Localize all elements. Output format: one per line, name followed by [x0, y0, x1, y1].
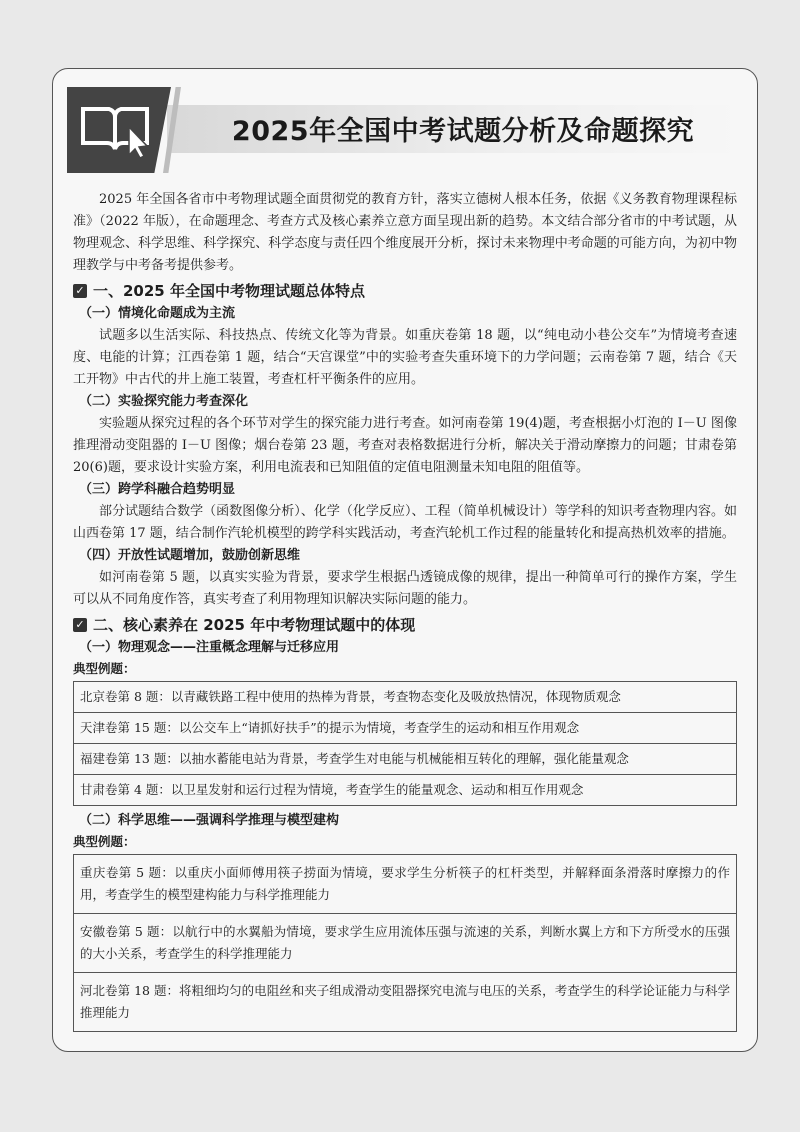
- section-heading-2-text: 二、核心素养在 2025 年中考物理试题中的体现: [93, 616, 416, 634]
- subsection-heading: （三）跨学科融合趋势明显: [79, 482, 236, 497]
- title-banner: [67, 81, 739, 177]
- example-row: 安徽卷第 5 题：以航行中的水翼船为情境，要求学生应用流体压强与流速的关系，判断水翼上方和下方所受水的压强的大小关系，考查学生的科学推理能力: [74, 914, 736, 973]
- subsection-paragraph: 实验题从探究过程的各个环节对学生的探究能力进行考查。如河南卷第 19(4)题，考查根据小灯泡的 I－U 图像推理滑动变阻器的 I－U 图像；烟台卷第 23 题，考查对表格数据进行分析，解决关于滑动摩擦力的问题；甘肃卷第 20(6)题，要求设计实验方案，利用电流表和已知阻值的定值电阻测量未知电阻的阻值等。: [73, 416, 737, 475]
- article-body: [73, 189, 737, 1036]
- example-row: 北京卷第 8 题：以青藏铁路工程中使用的热棒为背景，考查物态变化及吸放热情况，体现物质观念: [74, 682, 736, 713]
- subsection-heading: （一）物理观念——注重概念理解与迁移应用: [79, 640, 340, 655]
- example-row: 甘肃卷第 4 题：以卫星发射和运行过程为情境，考查学生的能量观念、运动和相互作用观念: [80, 782, 584, 797]
- example-row: 福建卷第 13 题：以抽水蓄能电站为背景，考查学生对电能与机械能相互转化的理解，强化能量观念: [74, 744, 736, 775]
- banner-icon-box: [67, 87, 171, 173]
- section-heading-2: [73, 613, 737, 637]
- section-heading-1-text: 一、2025 年全国中考物理试题总体特点: [93, 282, 365, 300]
- page-frame: [52, 68, 758, 1052]
- intro-paragraph: 2025 年全国各省市中考物理试题全面贯彻党的教育方针，落实立德树人根本任务，依据《义务教育物理课程标准》（2022 年版），在命题理念、考查方式及核心素养立意方面呈现出新的趋势。本文结合部分省市的中考试题，从物理观念、科学思维、科学探究、科学态度与责任四个维度展开分析，探讨未来物理中考命题的可能方向，为初中物理教学与中考备考提供参考。: [73, 192, 737, 273]
- subsection-heading: （二）实验探究能力考查深化: [79, 394, 249, 409]
- book-cursor-icon: [77, 99, 153, 159]
- example-row: 天津卷第 15 题：以公交车上“请抓好扶手”的提示为情境，考查学生的运动和相互作用观念: [74, 713, 736, 744]
- page-title: 2025年全国中考试题分析及命题探究: [231, 116, 695, 147]
- subsection-heading: （一）情境化命题成为主流: [79, 306, 236, 321]
- subsection-heading: （二）科学思维——强调科学推理与模型建构: [79, 813, 340, 828]
- subsection-paragraph: 如河南卷第 5 题，以真实实验为背景，要求学生根据凸透镜成像的规律，提出一种简单可行的操作方案，学生可以从不同角度作答，真实考查了利用物理知识解决实际问题的能力。: [73, 570, 737, 607]
- subsection-paragraph: 试题多以生活实际、科技热点、传统文化等为背景。如重庆卷第 18 题，以“纯电动小巷公交车”为情境考查速度、电能的计算；江西卷第 1 题，结合“天宫课堂”中的实验考查失重环境下的力学问题；云南卷第 7 题，结合《天工开物》中古代的井上施工装置，考查杠杆平衡条件的应用。: [73, 328, 737, 387]
- section-heading-1: [73, 279, 737, 303]
- subsection-heading: （四）开放性试题增加，鼓励创新思维: [79, 548, 301, 563]
- examples-label: 典型例题：: [73, 661, 136, 676]
- examples-label: 典型例题：: [73, 834, 136, 849]
- examples-table: [73, 681, 737, 806]
- subsection-paragraph: 部分试题结合数学（函数图像分析）、化学（化学反应）、工程（简单机械设计）等学科的知识考查物理内容。如山西卷第 17 题，结合制作汽轮机模型的跨学科实践活动，考查汽轮机工作过程的能量转化和提高热机效率的措施。: [73, 504, 737, 541]
- example-row: 河北卷第 18 题：将粗细均匀的电阻丝和夹子组成滑动变阻器探究电流与电压的关系，考查学生的科学论证能力与科学推理能力: [80, 983, 730, 1020]
- examples-table: [73, 854, 737, 1032]
- checkbox-checked-icon: ✓: [73, 618, 87, 632]
- checkbox-checked-icon: ✓: [73, 284, 87, 298]
- example-row: 重庆卷第 5 题：以重庆小面师傅用筷子捞面为情境，要求学生分析筷子的杠杆类型，并解释面条滑落时摩擦力的作用，考查学生的模型建构能力与科学推理能力: [74, 855, 736, 914]
